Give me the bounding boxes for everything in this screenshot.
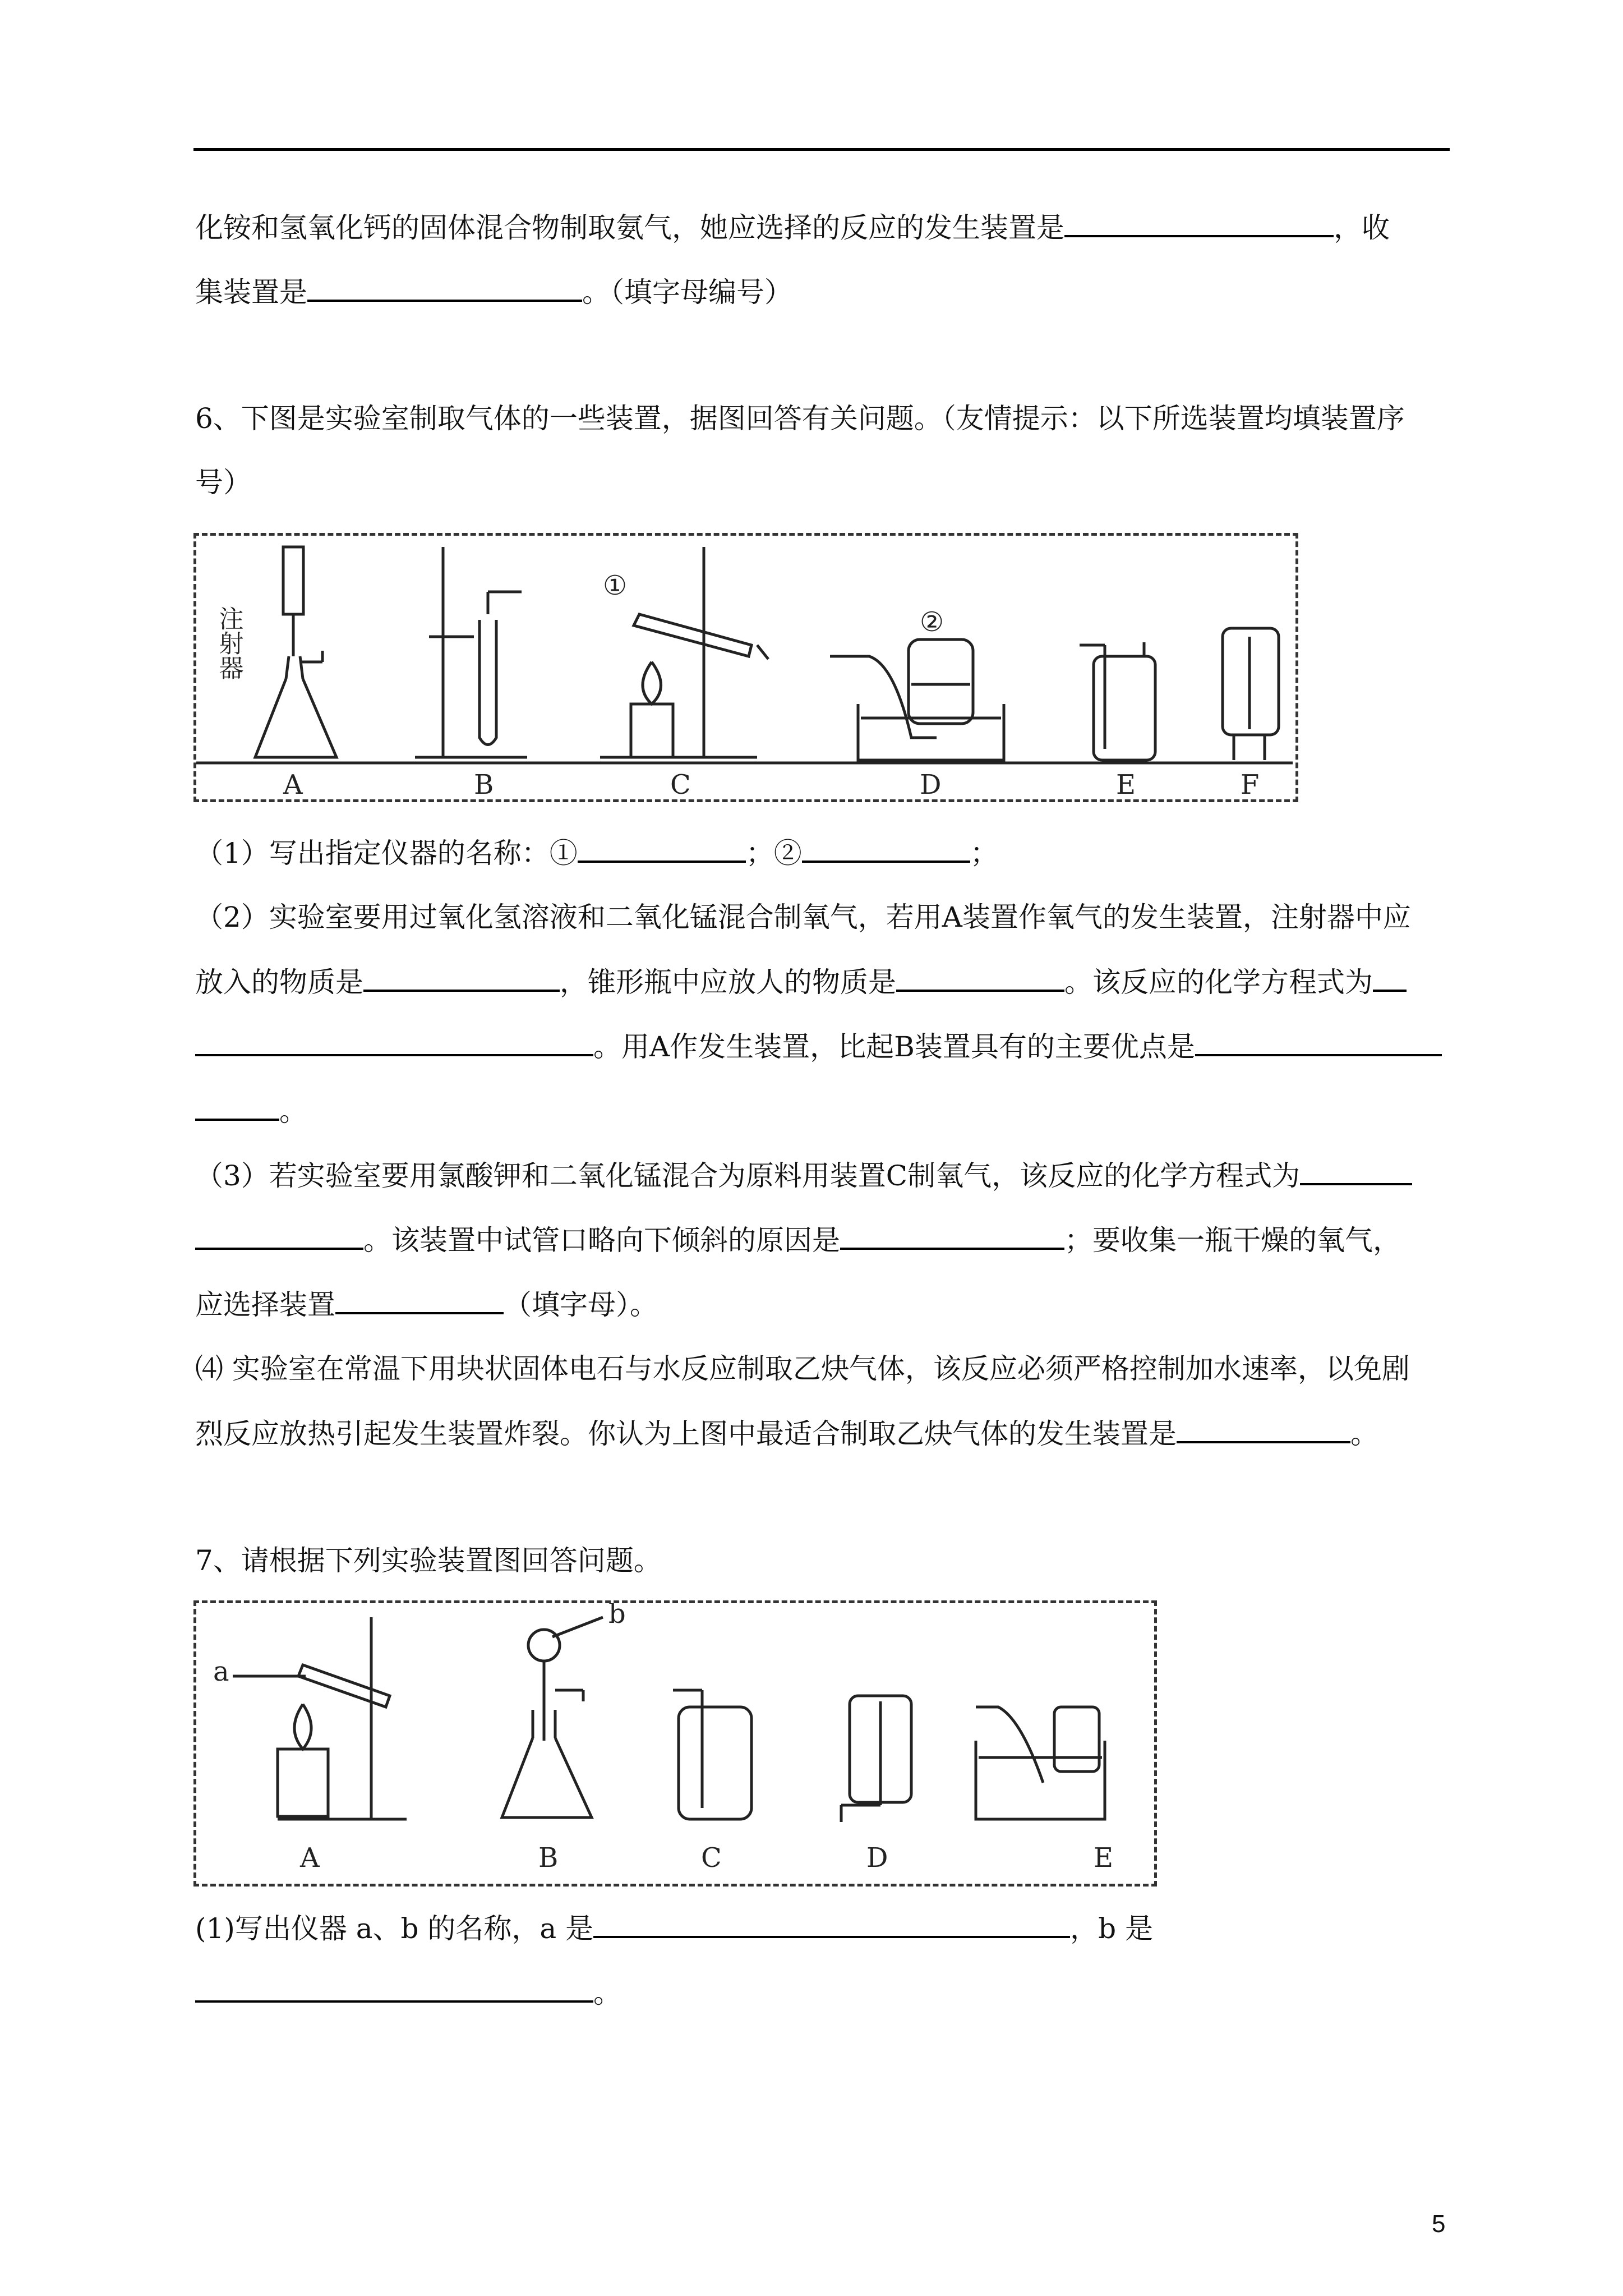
syringe-label: 注射器	[214, 606, 243, 680]
dry-oxygen-text: ；要收集一瓶干燥的氧气，	[1064, 1224, 1401, 1257]
q6-part-2-line-2	[195, 965, 1407, 999]
fig6-label-e: E	[1116, 769, 1136, 799]
q7-part1-b-label: ，b 是	[1070, 1912, 1154, 1945]
q6-part1-text: （1）写出指定仪器的名称：①	[195, 837, 578, 869]
fig6-label-b: B	[474, 769, 494, 799]
q7-part-1-line-1	[195, 1911, 1153, 1945]
select-device-note: （填字母）。	[504, 1289, 658, 1321]
q5-collect-blank[interactable]	[307, 275, 582, 302]
q6-part-3-line-2	[195, 1223, 1401, 1257]
q7-apparatus-figure	[193, 1600, 1157, 1887]
fig7-label-a: A	[300, 1842, 320, 1874]
q6-part-3-line-3	[195, 1287, 658, 1322]
q6-part-2-line-3	[195, 1029, 1442, 1064]
tilt-reason-label: 。该装置中试管口略向下倾斜的原因是	[363, 1224, 840, 1257]
q6-part-1	[195, 836, 998, 870]
equation-label: 。该反应的化学方程式为	[1064, 966, 1373, 999]
page-number: 5	[1432, 2210, 1446, 2238]
advantage-blank[interactable]	[1195, 1029, 1442, 1056]
q6-part1-end: ；	[970, 837, 998, 869]
kclo3-equation-blank[interactable]	[195, 1223, 363, 1250]
fig6-label-f: F	[1241, 769, 1260, 799]
flask-substance-blank[interactable]	[896, 965, 1064, 992]
q6-part-4-line-1: ⑷ 实验室在常温下用块状固体电石与水反应制取乙炔气体，该反应必须严格控制加水速率，以免剧	[195, 1352, 1410, 1385]
q6-part1-sep: ；②	[745, 837, 802, 869]
q5-line-1	[195, 210, 1390, 245]
q6-part-3-line-1	[195, 1158, 1412, 1193]
pointer-a-label: a	[213, 1656, 229, 1687]
q6-part3-text: （3）若实验室要用氯酸钾和二氧化锰混合为原料用装置C制氧气，该反应的化学方程式为	[195, 1159, 1301, 1192]
instrument-1-blank[interactable]	[578, 836, 746, 863]
q6-stem-1: 6、下图是实验室制取气体的一些装置，据图回答有关问题。（友情提示：以下所选装置均填装置序	[195, 402, 1405, 435]
marker-2: ②	[920, 606, 944, 638]
advantage-label: 。用A作发生装置，比起B装置具有的主要优点是	[593, 1030, 1195, 1063]
kclo3-equation-blank-start[interactable]	[1300, 1158, 1412, 1185]
q5-collect-label: 集装置是	[195, 276, 307, 309]
tilt-reason-blank[interactable]	[840, 1223, 1064, 1250]
q6-stem-2: 号）	[195, 466, 251, 499]
q6-part-2-line-4	[195, 1094, 307, 1128]
equation-blank-start[interactable]	[1373, 965, 1407, 992]
q6-apparatus-figure	[193, 533, 1298, 802]
marker-1: ①	[603, 570, 628, 601]
apparatus-drawing-7	[196, 1603, 1154, 1884]
equation-blank[interactable]	[195, 1029, 593, 1056]
apparatus-drawing-6	[196, 536, 1295, 799]
advantage-blank-cont[interactable]	[195, 1094, 279, 1121]
fig7-label-d: D	[866, 1842, 888, 1874]
select-device-blank[interactable]	[335, 1287, 504, 1314]
acetylene-device-blank[interactable]	[1177, 1416, 1350, 1443]
select-device-label: 应选择装置	[195, 1289, 335, 1321]
q7-part1-text: (1)写出仪器 a、b 的名称，a 是	[195, 1912, 594, 1945]
fig6-label-d: D	[920, 769, 942, 799]
q5-note: 。（填字母编号）	[582, 276, 792, 309]
q6-part-2-line-1: （2）实验室要用过氧化氢溶液和二氧化锰混合制氧气，若用A装置作氧气的发生装置，注射器中应	[195, 901, 1411, 933]
flask-substance-label: ，锥形瓶中应放人的物质是	[560, 966, 896, 999]
syringe-substance-label: 放入的物质是	[195, 966, 363, 999]
q7-part-1-line-2	[195, 1976, 621, 2010]
fig6-label-c: C	[670, 769, 691, 799]
syringe-substance-blank[interactable]	[363, 965, 560, 992]
q5-text-2: ，收	[1334, 211, 1390, 244]
q6-part-4-line-2	[195, 1416, 1378, 1451]
q7-part1-end: 。	[593, 1977, 621, 2009]
instrument-a-blank[interactable]	[593, 1911, 1070, 1938]
q5-line-2	[195, 275, 792, 309]
q6-part4-end: 。	[1350, 1418, 1378, 1450]
pointer-b-label: b	[608, 1603, 626, 1630]
instrument-b-blank[interactable]	[195, 1976, 593, 2003]
q5-generator-blank[interactable]	[1064, 210, 1334, 237]
fig7-label-b: B	[538, 1842, 559, 1874]
header-rule	[193, 148, 1450, 151]
fig7-label-e: E	[1094, 1842, 1114, 1874]
fig7-label-c: C	[701, 1842, 722, 1874]
instrument-2-blank[interactable]	[802, 836, 970, 863]
q5-text: 化铵和氢氧化钙的固体混合物制取氨气，她应选择的反应的发生装置是	[195, 211, 1064, 244]
q7-stem: 7、请根据下列实验装置图回答问题。	[195, 1544, 662, 1577]
fig6-label-a: A	[283, 769, 303, 799]
q6-part2-end: 。	[279, 1095, 307, 1128]
acetylene-text: 烈反应放热引起发生装置炸裂。你认为上图中最适合制取乙炔气体的发生装置是	[195, 1418, 1177, 1450]
